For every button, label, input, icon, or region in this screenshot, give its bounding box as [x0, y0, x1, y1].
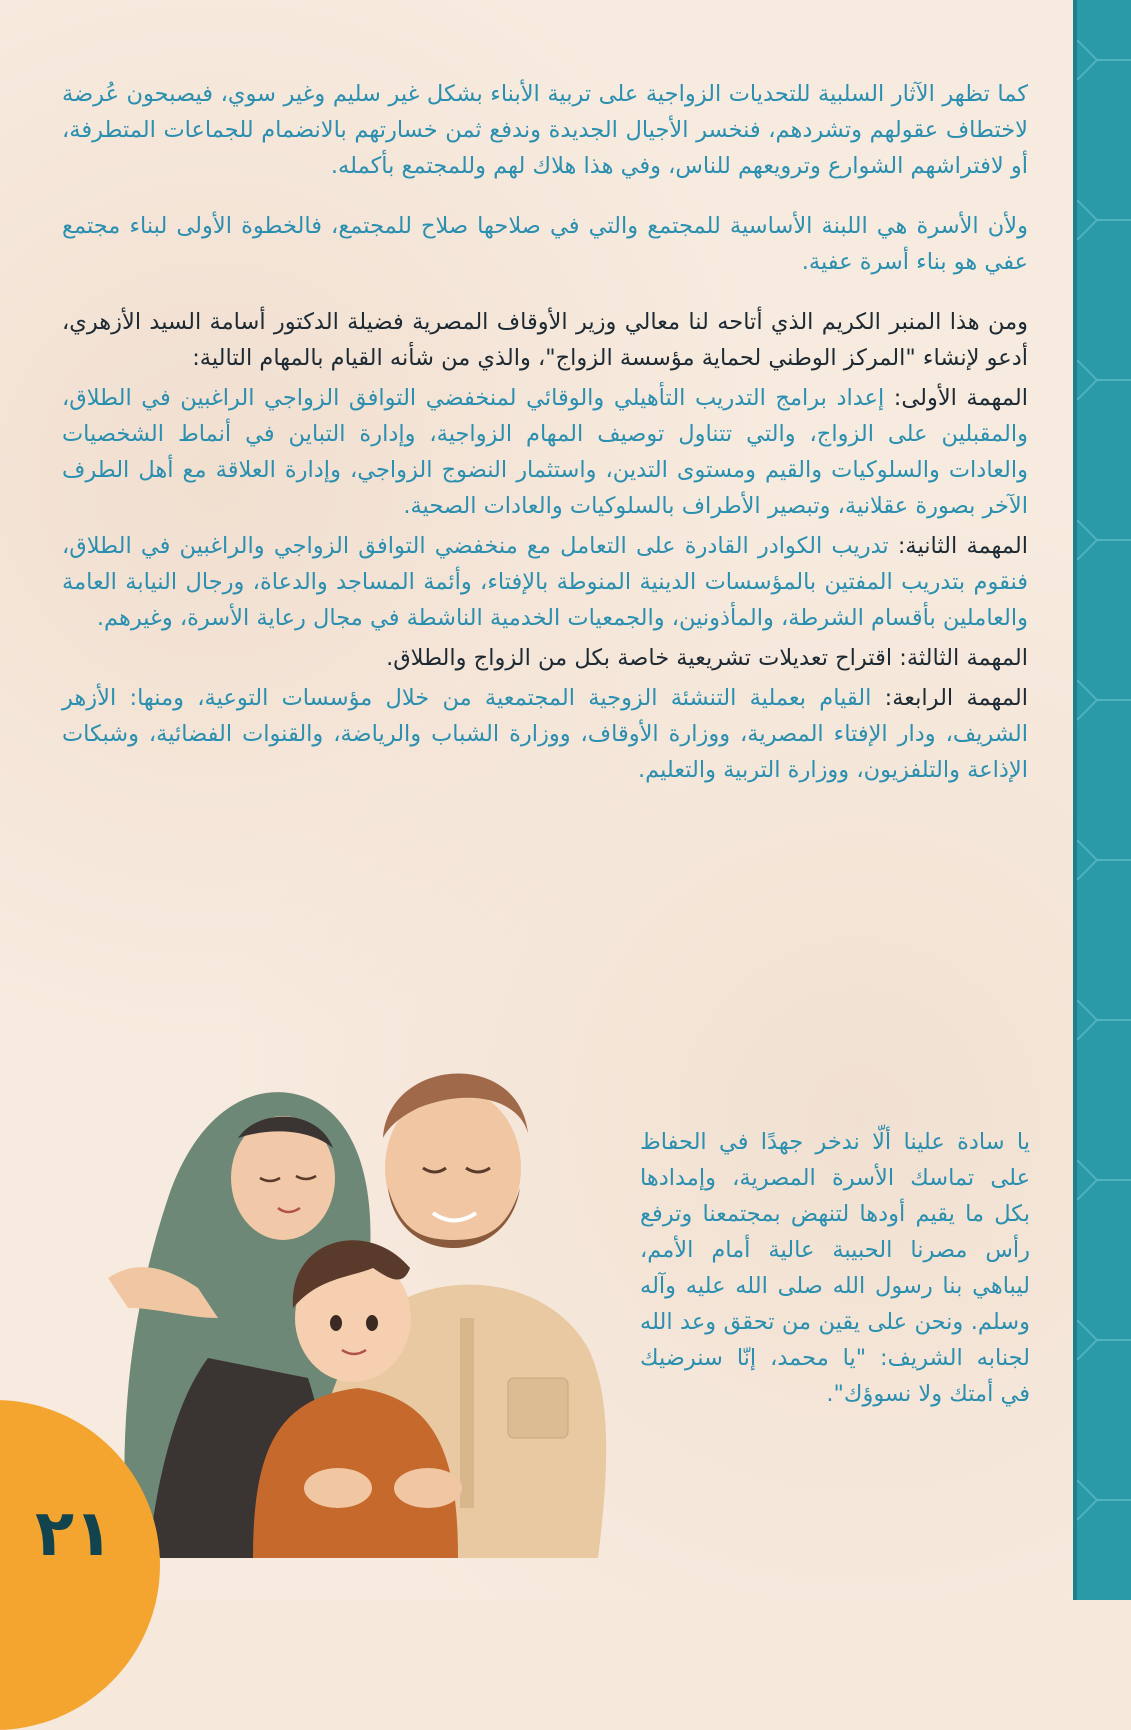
task-3	[62, 640, 1028, 676]
decorative-side-strip	[1073, 0, 1131, 1600]
task-4-text: القيام بعملية التنشئة الزوجية المجتمعية من خلال مؤسسات التوعية، ومنها: الأزهر الشريف، ودار الإفتاء المصرية، ووزارة الأوقاف، ووزارة الشباب والرياضة، والقنوات الفضائية، وشبكات الإذاعة والتلفزيون، ووزارة التربية والتعليم.	[62, 685, 1028, 783]
task-3-text: اقتراح تعديلات تشريعية خاصة بكل من الزواج والطلاق.	[386, 645, 900, 671]
article-body	[62, 76, 1028, 788]
task-3-label: المهمة الثالثة:	[899, 645, 1028, 671]
islamic-pattern-icon	[1077, 0, 1131, 1600]
page-number: ٢١	[34, 1497, 114, 1571]
task-1	[62, 380, 1028, 524]
paragraph-3: ومن هذا المنبر الكريم الذي أتاحه لنا معالي وزير الأوقاف المصرية فضيلة الدكتور أسامة السيد الأزهري، أدعو لإنشاء "المركز الوطني لحماية مؤسسة الزواج"، والذي من شأنه القيام بالمهام التالية:	[62, 309, 1028, 371]
task-4	[62, 680, 1028, 788]
family-illustration	[88, 1018, 618, 1558]
task-2-text: تدريب الكوادر القادرة على التعامل مع منخفضي التوافق الزواجي والراغبين في الطلاق، فنقوم بتدريب المفتين بالمؤسسات الدينية المنوطة بالإفتاء، وأئمة المساجد والدعاة، ورجال النيابة العامة والعاملين بأقسام الشرطة، والمأذونين، والجمعيات الخدمية الناشطة في مجال رعاية الأسرة، وغيرهم.	[62, 533, 1028, 631]
task-2	[62, 528, 1028, 636]
paragraph-1: كما تظهر الآثار السلبية للتحديات الزواجية على تربية الأبناء بشكل غير سليم وغير سوي، فيصبحون عُرضة لاختطاف عقولهم وتشردهم، فنخسر الأجيال الجديدة وندفع ثمن خسارتهم بالانضمام للجماعات المتطرفة، أو لافتراشهم الشوارع وترويعهم للناس، وفي هذا هلاك لهم وللمجتمع بأكمله.	[62, 81, 1028, 179]
closing-paragraph: يا سادة علينا ألّا ندخر جهدًا في الحفاظ على تماسك الأسرة المصرية، وإمدادها بكل ما يقيم أودها لتنهض بمجتمعنا وترفع رأس مصرنا الحبيبة عالية أمام الأمم، ليباهي بنا رسول الله صلى الله عليه وآله وسلم. ونحن على يقين من تحقق وعد الله لجنابه الشريف: "يا محمد، إنّا سنرضيك في أمتك ولا نسوؤك".	[640, 1129, 1030, 1407]
task-2-label: المهمة الثانية:	[897, 533, 1029, 559]
task-1-label: المهمة الأولى:	[893, 385, 1028, 411]
task-4-label: المهمة الرابعة:	[884, 685, 1028, 711]
task-1-text: إعداد برامج التدريب التأهيلي والوقائي لمنخفضي التوافق الزواجي الراغبين في الطلاق، والمقبلين على الزواج، والتي تتناول توصيف المهام الزواجية، وإدارة التباين في أنماط الشخصيات والعادات والسلوكيات والقيم ومستوى التدين، واستثمار النضوج الزواجي، وإدارة العلاقة مع أهل الطرف الآخر بصورة عقلانية، وتبصير الأطراف بالسلوكيات والعادات الصحية.	[62, 385, 1028, 519]
paragraph-2: ولأن الأسرة هي اللبنة الأساسية للمجتمع والتي في صلاحها صلاح للمجتمع، فالخطوة الأولى لبناء مجتمع عفي هو بناء أسرة عفية.	[62, 213, 1028, 275]
